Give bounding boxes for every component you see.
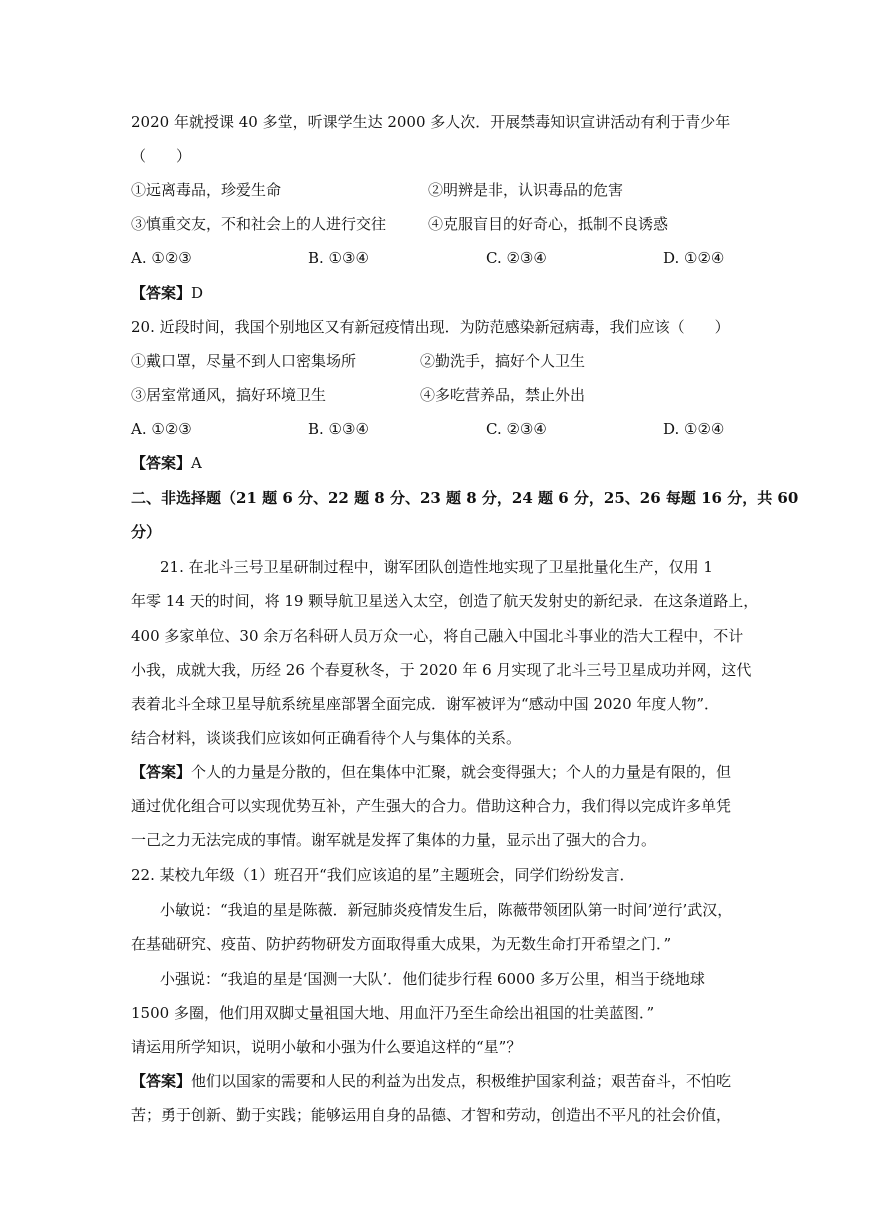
q19-answer [131, 283, 203, 303]
q22-stem: 22. 某校九年级（1）班召开“我们应该追的星”主题班会，同学们纷纷发言． [131, 866, 635, 884]
answer-label: 【答案】 [131, 284, 192, 302]
q21-line: 表着北斗全球卫星导航系统星座部署全面完成．谢军被评为“感动中国 2020 年度人物”． [131, 695, 720, 713]
q22-answer-line: 苦；勇于创新、勤于实践；能够运用自身的品德、才智和劳动，创造出不平凡的社会价值， [131, 1106, 732, 1124]
q22-line: 请运用所学知识，说明小敏和小强为什么要追这样的“星”？ [131, 1038, 522, 1056]
q19-choice: B. ①③④ [308, 249, 369, 267]
q21-line: 小我，成就大我，历经 26 个春夏秋冬，于 2020 年 6 月实现了北斗三号卫星成功并网，这代 [131, 661, 752, 679]
answer-text: 他们以国家的需要和人民的利益为出发点，积极维护国家利益；艰苦奋斗，不怕吃 [191, 1072, 732, 1090]
q22-line: 在基础研究、疫苗、防护药物研发方面取得重大成果，为无数生命打开希望之门．” [131, 935, 672, 953]
q19-paren: （ ） [131, 147, 192, 165]
answer-value: A [191, 454, 202, 472]
q20-answer [131, 453, 202, 473]
q22-line: 1500 多圈，他们用双脚丈量祖国大地、用血汗乃至生命绘出祖国的壮美蓝图．” [131, 1004, 655, 1022]
section-heading-cont: 分） [131, 523, 162, 541]
answer-text: 个人的力量是分散的，但在集体中汇聚，就会变得强大；个人的力量是有限的，但 [191, 763, 732, 781]
q19-choice: D. ①②④ [663, 249, 725, 267]
answer-label: 【答案】 [131, 763, 192, 781]
q21-answer [131, 762, 731, 782]
q20-choice: C. ②③④ [486, 420, 547, 438]
section-heading: 二、非选择题（21 题 6 分、22 题 8 分、23 题 8 分，24 题 6 分，25、26 每题 16 分，共 60 [131, 489, 799, 507]
q21-answer-line: 通过优化组合可以实现优势互补，产生强大的合力。借助这种合力，我们得以完成许多单凭 [131, 797, 732, 815]
q21-answer-line: 一己之力无法完成的事情。谢军就是发挥了集体的力量，显示出了强大的合力。 [131, 831, 657, 849]
q21-line: 21. 在北斗三号卫星研制过程中，谢军团队创造性地实现了卫星批量化生产，仅用 1 [160, 558, 713, 576]
answer-label: 【答案】 [131, 1072, 192, 1090]
q19-item: ①远离毒品，珍爱生命 [131, 181, 282, 199]
q21-line: 年零 14 天的时间，将 19 颗导航卫星送入太空，创造了航天发射史的新纪录．在这条道路上， [131, 592, 759, 610]
q20-choice: A. ①②③ [131, 420, 192, 438]
q22-answer [131, 1071, 731, 1091]
q19-item: ④克服盲目的好奇心，抵制不良诱惑 [428, 215, 669, 233]
q19-item: ③慎重交友，不和社会上的人进行交往 [131, 215, 387, 233]
q21-line: 结合材料，谈谈我们应该如何正确看待个人与集体的关系。 [131, 729, 522, 747]
q20-item: ①戴口罩，尽量不到人口密集场所 [131, 352, 357, 370]
q19-choice: A. ①②③ [131, 249, 192, 267]
q20-item: ④多吃营养品，禁止外出 [420, 386, 586, 404]
q19-line: 2020 年就授课 40 多堂，听课学生达 2000 多人次．开展禁毒知识宣讲活动有利于青少年 [131, 113, 731, 131]
q22-line: 小强说：“我追的星是‘国测一大队’．他们徒步行程 6000 多万公里，相当于绕地球 [160, 970, 705, 988]
q21-line: 400 多家单位、30 余万名科研人员万众一心，将自己融入中国北斗事业的浩大工程中，不计 [131, 627, 744, 645]
answer-value: D [191, 284, 204, 302]
q20-item: ②勤洗手，搞好个人卫生 [420, 352, 586, 370]
q19-choice: C. ②③④ [486, 249, 547, 267]
q20-choice: D. ①②④ [663, 420, 725, 438]
q19-item: ②明辨是非，认识毒品的危害 [428, 181, 624, 199]
q22-line: 小敏说：“我追的星是陈薇．新冠肺炎疫情发生后，陈薇带领团队第一时间’逆行’武汉， [160, 901, 733, 919]
q20-choice: B. ①③④ [308, 420, 369, 438]
answer-label: 【答案】 [131, 454, 192, 472]
q20-item: ③居室常通风，搞好环境卫生 [131, 386, 327, 404]
q20-stem: 20. 近段时间，我国个别地区又有新冠疫情出现．为防范感染新冠病毒，我们应该（ ） [131, 318, 730, 336]
